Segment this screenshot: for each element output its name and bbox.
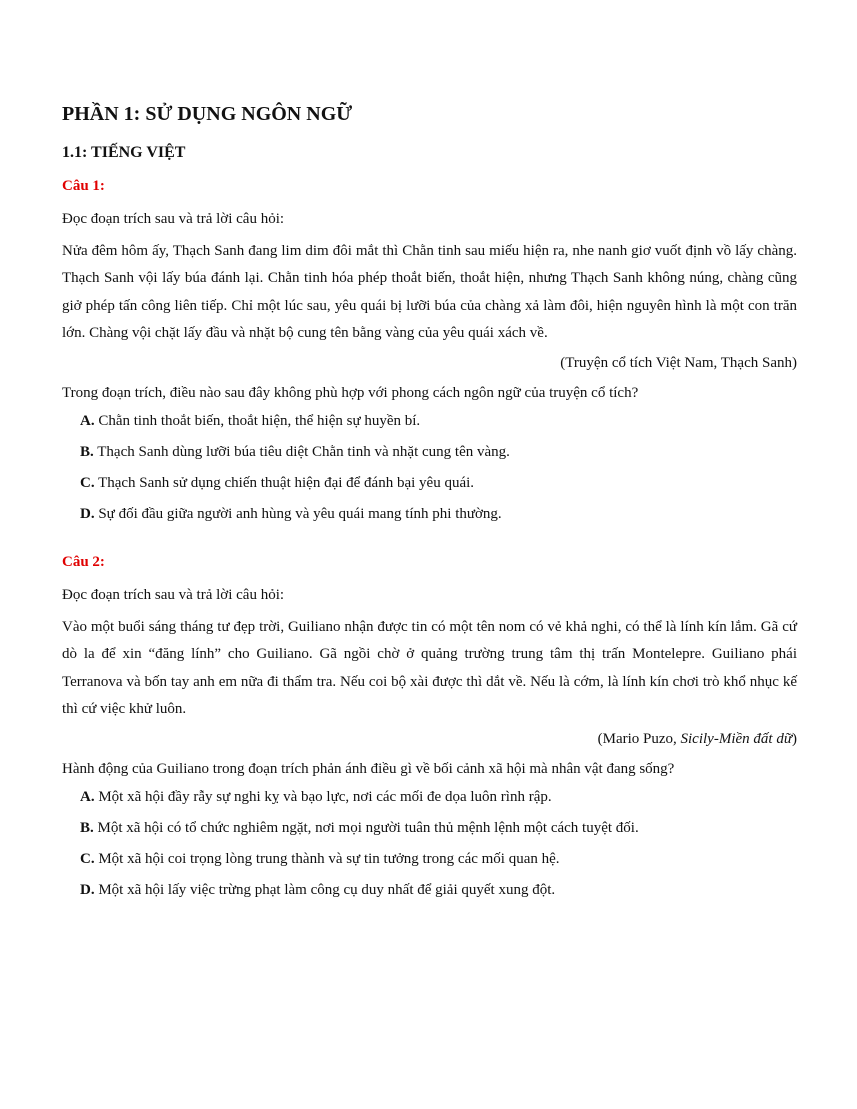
option-letter: A. [80, 789, 95, 805]
answer-option-d[interactable] [80, 880, 797, 900]
option-text: Chằn tinh thoắt biến, thoắt hiện, thể hiện sự huyền bí. [94, 413, 421, 429]
option-text: Một xã hội lấy việc trừng phạt làm công cụ duy nhất để giải quyết xung đột. [94, 882, 556, 898]
question-2 [62, 552, 797, 900]
answer-options [80, 411, 797, 524]
option-text: Một xã hội coi trọng lòng trung thành và sự tin tưởng trong các mối quan hệ. [94, 851, 560, 867]
answer-option-c[interactable] [80, 473, 797, 493]
option-letter: D. [80, 882, 95, 898]
answer-option-a[interactable] [80, 787, 797, 807]
section-title: 1.1: TIẾNG VIỆT [62, 144, 186, 161]
answer-option-b[interactable] [80, 442, 797, 462]
question-prompt: Trong đoạn trích, điều nào sau đây không phù hợp với phong cách ngôn ngữ của truyện cổ tích? [62, 384, 639, 401]
answer-option-a[interactable] [80, 411, 797, 431]
question-label: Câu 2: [62, 554, 105, 570]
question-passage: Vào một buổi sáng tháng tư đẹp trời, Guiliano nhận được tin có một tên nom có vẻ khả nghi, có thể là lính kín lắm. Gã cứ dò la để xin “đăng lính” cho Guiliano. Gã ngồi chờ ở quảng trường trung tâm thị trấn Montelepre. Guiliano phái Terranova và bốn tay anh em nữa đi thẩm tra. Nếu coi bộ xài được thì dắt về. Nếu là cớm, là lính kín chơi trò khổ nhục kế thì cứ việc khử luôn. [62, 618, 797, 717]
passage-source [62, 728, 797, 750]
option-letter: C. [80, 851, 95, 867]
option-letter: A. [80, 413, 95, 429]
source-author: (Mario Puzo, [597, 730, 681, 747]
answer-option-c[interactable] [80, 849, 797, 869]
option-letter: D. [80, 506, 95, 522]
question-label: Câu 1: [62, 178, 105, 194]
answer-options [80, 787, 797, 900]
source-work-title: Sicily-Miền đất dữ [680, 730, 792, 747]
question-prompt: Hành động của Guiliano trong đoạn trích phản ánh điều gì về bối cảnh xã hội mà nhân vật đang sống? [62, 760, 675, 777]
option-text: Thạch Sanh dùng lưỡi búa tiêu diệt Chằn tinh và nhặt cung tên vàng. [93, 444, 510, 460]
passage-source: (Truyện cổ tích Việt Nam, Thạch Sanh) [560, 354, 797, 371]
question-instruction: Đọc đoạn trích sau và trả lời câu hỏi: [62, 211, 285, 227]
question-1 [62, 176, 797, 524]
option-letter: C. [80, 475, 95, 491]
source-close: ) [792, 730, 797, 747]
part-title: PHẦN 1: SỬ DỤNG NGÔN NGỮ [62, 103, 353, 125]
option-text: Một xã hội đầy rẫy sự nghi kỵ và bạo lực, nơi các mối đe dọa luôn rình rập. [94, 789, 552, 805]
answer-option-d[interactable] [80, 504, 797, 524]
option-text: Thạch Sanh sử dụng chiến thuật hiện đại để đánh bại yêu quái. [94, 475, 475, 491]
answer-option-b[interactable] [80, 818, 797, 838]
option-letter: B. [80, 820, 94, 836]
option-text: Một xã hội có tổ chức nghiêm ngặt, nơi mọi người tuân thủ mệnh lệnh một cách tuyệt đối. [93, 820, 639, 836]
question-passage: Nửa đêm hôm ấy, Thạch Sanh đang lim dim đôi mắt thì Chằn tinh sau miếu hiện ra, nhe nanh giơ vuốt định vồ lấy chàng. Thạch Sanh vội lấy búa đánh lại. Chằn tinh hóa phép thoắt biến, thoắt hiện, nhưng Thạch Sanh không núng, chàng cũng giở phép tấn công liên tiếp. Chỉ một lúc sau, yêu quái bị lưỡi búa của chàng xả làm đôi, hiện nguyên hình là một con trăn lớn. Chàng vội chặt lấy đầu và nhặt bộ cung tên bằng vàng của yêu quái xách về. [62, 242, 797, 341]
option-text: Sự đối đầu giữa người anh hùng và yêu quái mang tính phi thường. [94, 506, 502, 522]
question-instruction: Đọc đoạn trích sau và trả lời câu hỏi: [62, 587, 285, 603]
option-letter: B. [80, 444, 94, 460]
